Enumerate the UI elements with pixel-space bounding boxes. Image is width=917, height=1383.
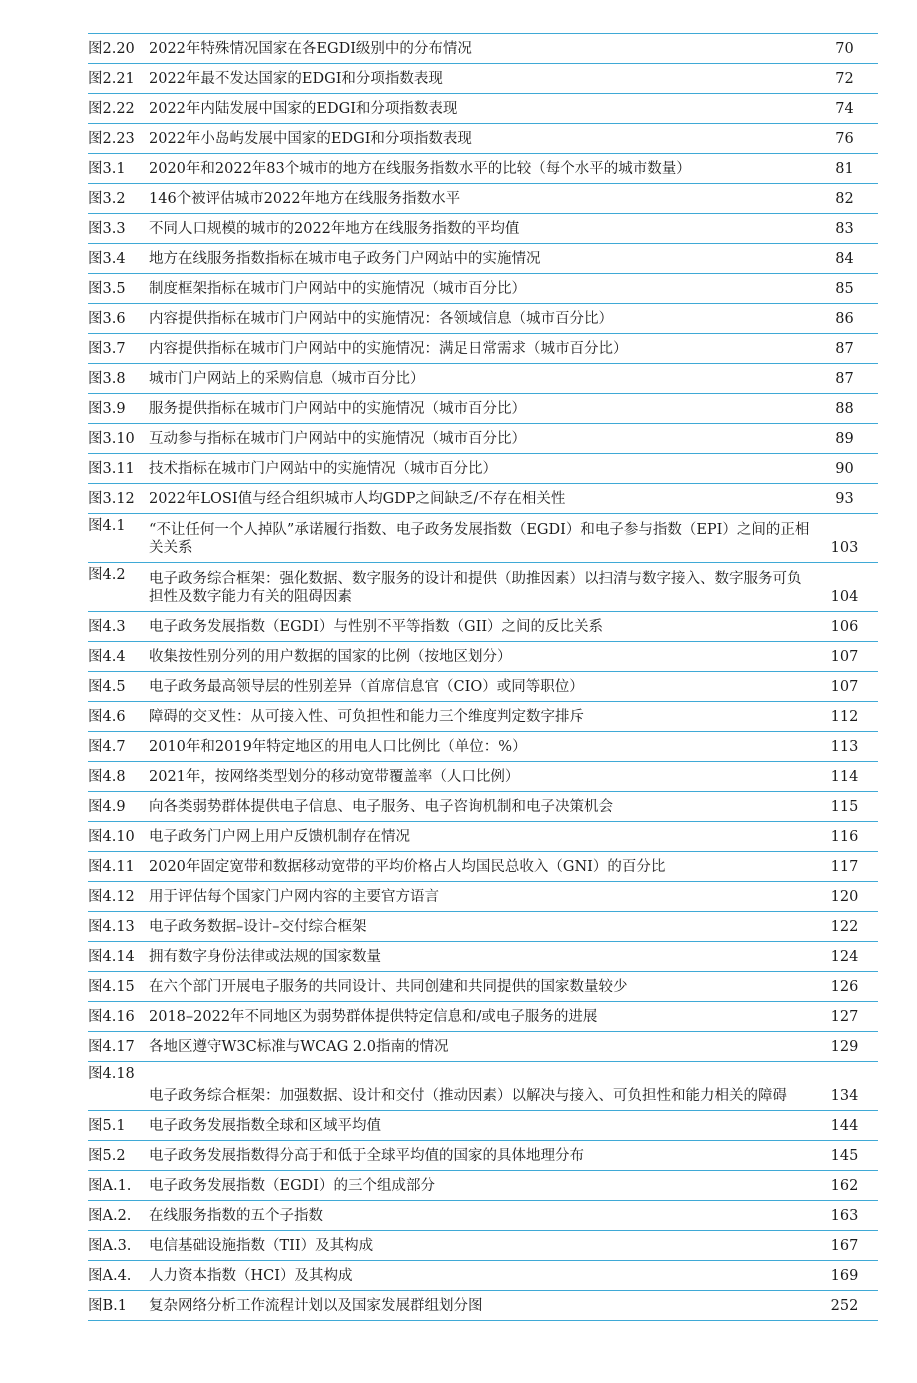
page-number: 163: [830, 1208, 859, 1224]
toc-row: [88, 912, 878, 942]
figure-title: 2010年和2019年特定地区的用电人口比例比（单位：%）: [149, 739, 527, 755]
figure-number: 图A.1.: [88, 1178, 132, 1194]
figure-number: 图4.12: [88, 889, 135, 905]
page-number: 116: [830, 829, 859, 845]
toc-row: [88, 1062, 878, 1111]
figure-title: “不让任何一个人掉队”承诺履行指数、电子政务发展指数（EGDI）和电子参与指数（EPI）之间的正相关关系: [149, 522, 810, 556]
page-number: 90: [835, 461, 854, 477]
figure-number: 图4.15: [88, 979, 135, 995]
figure-title: 各地区遵守W3C标准与WCAG 2.0指南的情况: [149, 1039, 449, 1055]
figure-title: 技术指标在城市门户网站中的实施情况（城市百分比）: [149, 461, 497, 477]
figure-title: 拥有数字身份法律或法规的国家数量: [149, 949, 381, 965]
page-number: 114: [830, 769, 859, 785]
figure-title: 2022年特殊情况国家在各EGDI级别中的分布情况: [149, 41, 472, 57]
figure-number: 图2.22: [88, 101, 135, 117]
figure-title: 2022年小岛屿发展中国家的EDGI和分项指数表现: [149, 131, 472, 147]
figure-title: 2022年LOSI值与经合组织城市人均GDP之间缺乏/不存在相关性: [149, 491, 566, 507]
toc-row: [88, 672, 878, 702]
page-number: 81: [835, 161, 854, 177]
toc-row: [88, 94, 878, 124]
figure-number: 图4.2: [88, 567, 126, 583]
page-number: 82: [835, 191, 854, 207]
figure-title: 电子政务发展指数得分高于和低于全球平均值的国家的具体地理分布: [149, 1148, 584, 1164]
toc-row: [88, 214, 878, 244]
figure-number: 图3.5: [88, 281, 126, 297]
toc-row: [88, 484, 878, 514]
page-number: 103: [830, 540, 859, 556]
toc-row: [88, 124, 878, 154]
figure-number: 图B.1: [88, 1298, 127, 1314]
figure-number: 图4.5: [88, 679, 126, 695]
toc-row: [88, 454, 878, 484]
figure-title: 2020年和2022年83个城市的地方在线服务指数水平的比较（每个水平的城市数量）: [149, 161, 691, 177]
page-number: 85: [835, 281, 854, 297]
page-number: 252: [830, 1298, 859, 1314]
toc-row: [88, 1111, 878, 1141]
toc-row: [88, 64, 878, 94]
page-number: 134: [830, 1088, 859, 1104]
page-number: 144: [830, 1118, 859, 1134]
figure-title: 内容提供指标在城市门户网站中的实施情况：各领域信息（城市百分比）: [149, 311, 613, 327]
toc-row: [88, 732, 878, 762]
figure-title: 地方在线服务指数指标在城市电子政务门户网站中的实施情况: [149, 251, 541, 267]
figure-number: 图3.1: [88, 161, 126, 177]
figure-number: 图4.10: [88, 829, 135, 845]
figure-number: 图3.4: [88, 251, 126, 267]
page-number: 76: [835, 131, 854, 147]
figure-title: 电子政务发展指数全球和区域平均值: [149, 1118, 381, 1134]
toc-row: [88, 1141, 878, 1171]
page-number: 113: [830, 739, 859, 755]
page-number: 120: [830, 889, 859, 905]
toc-row: [88, 702, 878, 732]
figure-title: 向各类弱势群体提供电子信息、电子服务、电子咨询机制和电子决策机会: [149, 799, 613, 815]
page-number: 169: [830, 1268, 859, 1284]
toc-row: [88, 642, 878, 672]
page-number: 162: [830, 1178, 859, 1194]
figure-number: 图4.4: [88, 649, 126, 665]
page-number: 122: [830, 919, 859, 935]
figure-number: 图3.8: [88, 371, 126, 387]
page-number: 106: [830, 619, 859, 635]
page-number: 126: [830, 979, 859, 995]
page-number: 129: [830, 1039, 859, 1055]
page-number: 88: [835, 401, 854, 417]
figure-number: 图4.18: [88, 1066, 135, 1082]
figure-number: 图3.11: [88, 461, 135, 477]
figure-title: 障碍的交叉性：从可接入性、可负担性和能力三个维度判定数字排斥: [149, 709, 584, 725]
figure-title: 电子政务最高领导层的性别差异（首席信息官（CIO）或同等职位）: [149, 679, 584, 695]
figure-title: 电信基础设施指数（TII）及其构成: [149, 1238, 374, 1254]
figure-number: 图3.6: [88, 311, 126, 327]
figure-title: 收集按性别分列的用户数据的国家的比例（按地区划分）: [149, 649, 512, 665]
page-number: 117: [830, 859, 859, 875]
figure-number: 图4.9: [88, 799, 126, 815]
figure-title: 电子政务综合框架：强化数据、数字服务的设计和提供（助推因素）以扫清与数字接入、数字服务可负担性及数字能力有关的阻碍因素: [149, 571, 802, 605]
figure-title: 2022年内陆发展中国家的EDGI和分项指数表现: [149, 101, 458, 117]
toc-row: [88, 304, 878, 334]
toc-row: [88, 882, 878, 912]
figure-title: 在线服务指数的五个子指数: [149, 1208, 323, 1224]
toc-row: [88, 364, 878, 394]
figure-title: 2022年最不发达国家的EDGI和分项指数表现: [149, 71, 443, 87]
figure-number: 图4.7: [88, 739, 126, 755]
page-number: 87: [835, 341, 854, 357]
toc-row: [88, 822, 878, 852]
figure-number: 图3.2: [88, 191, 126, 207]
figure-title: 电子政务发展指数（EGDI）与性别不平等指数（GII）之间的反比关系: [149, 619, 604, 635]
figure-number: 图2.21: [88, 71, 135, 87]
page-number: 115: [830, 799, 859, 815]
toc-row: [88, 852, 878, 882]
toc-row: [88, 1261, 878, 1291]
figure-title: 电子政务门户网上用户反馈机制存在情况: [149, 829, 410, 845]
list-of-figures: [88, 33, 878, 1321]
figure-title: 在六个部门开展电子服务的共同设计、共同创建和共同提供的国家数量较少: [149, 979, 628, 995]
toc-row: [88, 244, 878, 274]
figure-number: 图5.2: [88, 1148, 126, 1164]
figure-number: 图A.4.: [88, 1268, 132, 1284]
figure-title: 城市门户网站上的采购信息（城市百分比）: [149, 371, 425, 387]
page-number: 145: [830, 1148, 859, 1164]
toc-row: [88, 1032, 878, 1062]
figure-number: 图4.17: [88, 1039, 135, 1055]
figure-title: 服务提供指标在城市门户网站中的实施情况（城市百分比）: [149, 401, 526, 417]
figure-title: 内容提供指标在城市门户网站中的实施情况：满足日常需求（城市百分比）: [149, 341, 628, 357]
page-number: 107: [830, 679, 859, 695]
page-number: 70: [835, 41, 854, 57]
toc-row: [88, 1291, 878, 1321]
figure-number: 图5.1: [88, 1118, 126, 1134]
page-number: 107: [830, 649, 859, 665]
figure-number: 图4.13: [88, 919, 135, 935]
page-number: 83: [835, 221, 854, 237]
figure-number: 图A.3.: [88, 1238, 132, 1254]
figure-title: 2020年固定宽带和数据移动宽带的平均价格占人均国民总收入（GNI）的百分比: [149, 859, 666, 875]
toc-row: [88, 792, 878, 822]
figure-number: 图4.11: [88, 859, 135, 875]
page-number: 104: [830, 589, 859, 605]
toc-row: [88, 184, 878, 214]
figure-title: 不同人口规模的城市的2022年地方在线服务指数的平均值: [149, 221, 520, 237]
toc-row: [88, 1002, 878, 1032]
toc-row: [88, 612, 878, 642]
figure-title: 制度框架指标在城市门户网站中的实施情况（城市百分比）: [149, 281, 526, 297]
figure-number: 图3.10: [88, 431, 135, 447]
page-number: 124: [830, 949, 859, 965]
figure-title: 互动参与指标在城市门户网站中的实施情况（城市百分比）: [149, 431, 526, 447]
figure-number: 图3.9: [88, 401, 126, 417]
toc-row: [88, 942, 878, 972]
page-number: 72: [835, 71, 854, 87]
toc-row: [88, 34, 878, 64]
page-number: 127: [830, 1009, 859, 1025]
figure-number: 图2.20: [88, 41, 135, 57]
figure-number: 图3.3: [88, 221, 126, 237]
toc-row: [88, 394, 878, 424]
page-number: 89: [835, 431, 854, 447]
toc-row: [88, 154, 878, 184]
toc-row: [88, 424, 878, 454]
figure-number: 图4.8: [88, 769, 126, 785]
toc-row: [88, 1201, 878, 1231]
toc-row: [88, 514, 878, 563]
figure-number: 图3.7: [88, 341, 126, 357]
page-number: 74: [835, 101, 854, 117]
figure-title: 复杂网络分析工作流程计划以及国家发展群组划分图: [149, 1298, 483, 1314]
figure-number: 图4.1: [88, 518, 126, 534]
figure-number: 图4.14: [88, 949, 135, 965]
figure-title: 电子政务数据–设计–交付综合框架: [149, 919, 367, 935]
figure-title: 2021年，按网络类型划分的移动宽带覆盖率（人口比例）: [149, 769, 520, 785]
figure-title: 人力资本指数（HCI）及其构成: [149, 1268, 353, 1284]
page-number: 93: [835, 491, 854, 507]
figure-number: 图4.16: [88, 1009, 135, 1025]
page-number: 87: [835, 371, 854, 387]
page-number: 84: [835, 251, 854, 267]
toc-row: [88, 334, 878, 364]
toc-row: [88, 762, 878, 792]
toc-row: [88, 563, 878, 612]
figure-number: 图4.3: [88, 619, 126, 635]
toc-row: [88, 1171, 878, 1201]
page-number: 86: [835, 311, 854, 327]
figure-number: 图2.23: [88, 131, 135, 147]
figure-number: 图A.2.: [88, 1208, 132, 1224]
figure-title: 电子政务发展指数（EGDI）的三个组成部分: [149, 1178, 436, 1194]
toc-row: [88, 274, 878, 304]
toc-row: [88, 972, 878, 1002]
figure-title: 2018–2022年不同地区为弱势群体提供特定信息和/或电子服务的进展: [149, 1009, 598, 1025]
page-number: 112: [830, 709, 859, 725]
figure-title: 146个被评估城市2022年地方在线服务指数水平: [149, 191, 461, 207]
figure-number: 图4.6: [88, 709, 126, 725]
figure-number: 图3.12: [88, 491, 135, 507]
figure-title: 电子政务综合框架：加强数据、设计和交付（推动因素）以解决与接入、可负担性和能力相关的障碍: [149, 1088, 787, 1104]
toc-row: [88, 1231, 878, 1261]
figure-title: 用于评估每个国家门户网内容的主要官方语言: [149, 889, 439, 905]
page-number: 167: [830, 1238, 859, 1254]
